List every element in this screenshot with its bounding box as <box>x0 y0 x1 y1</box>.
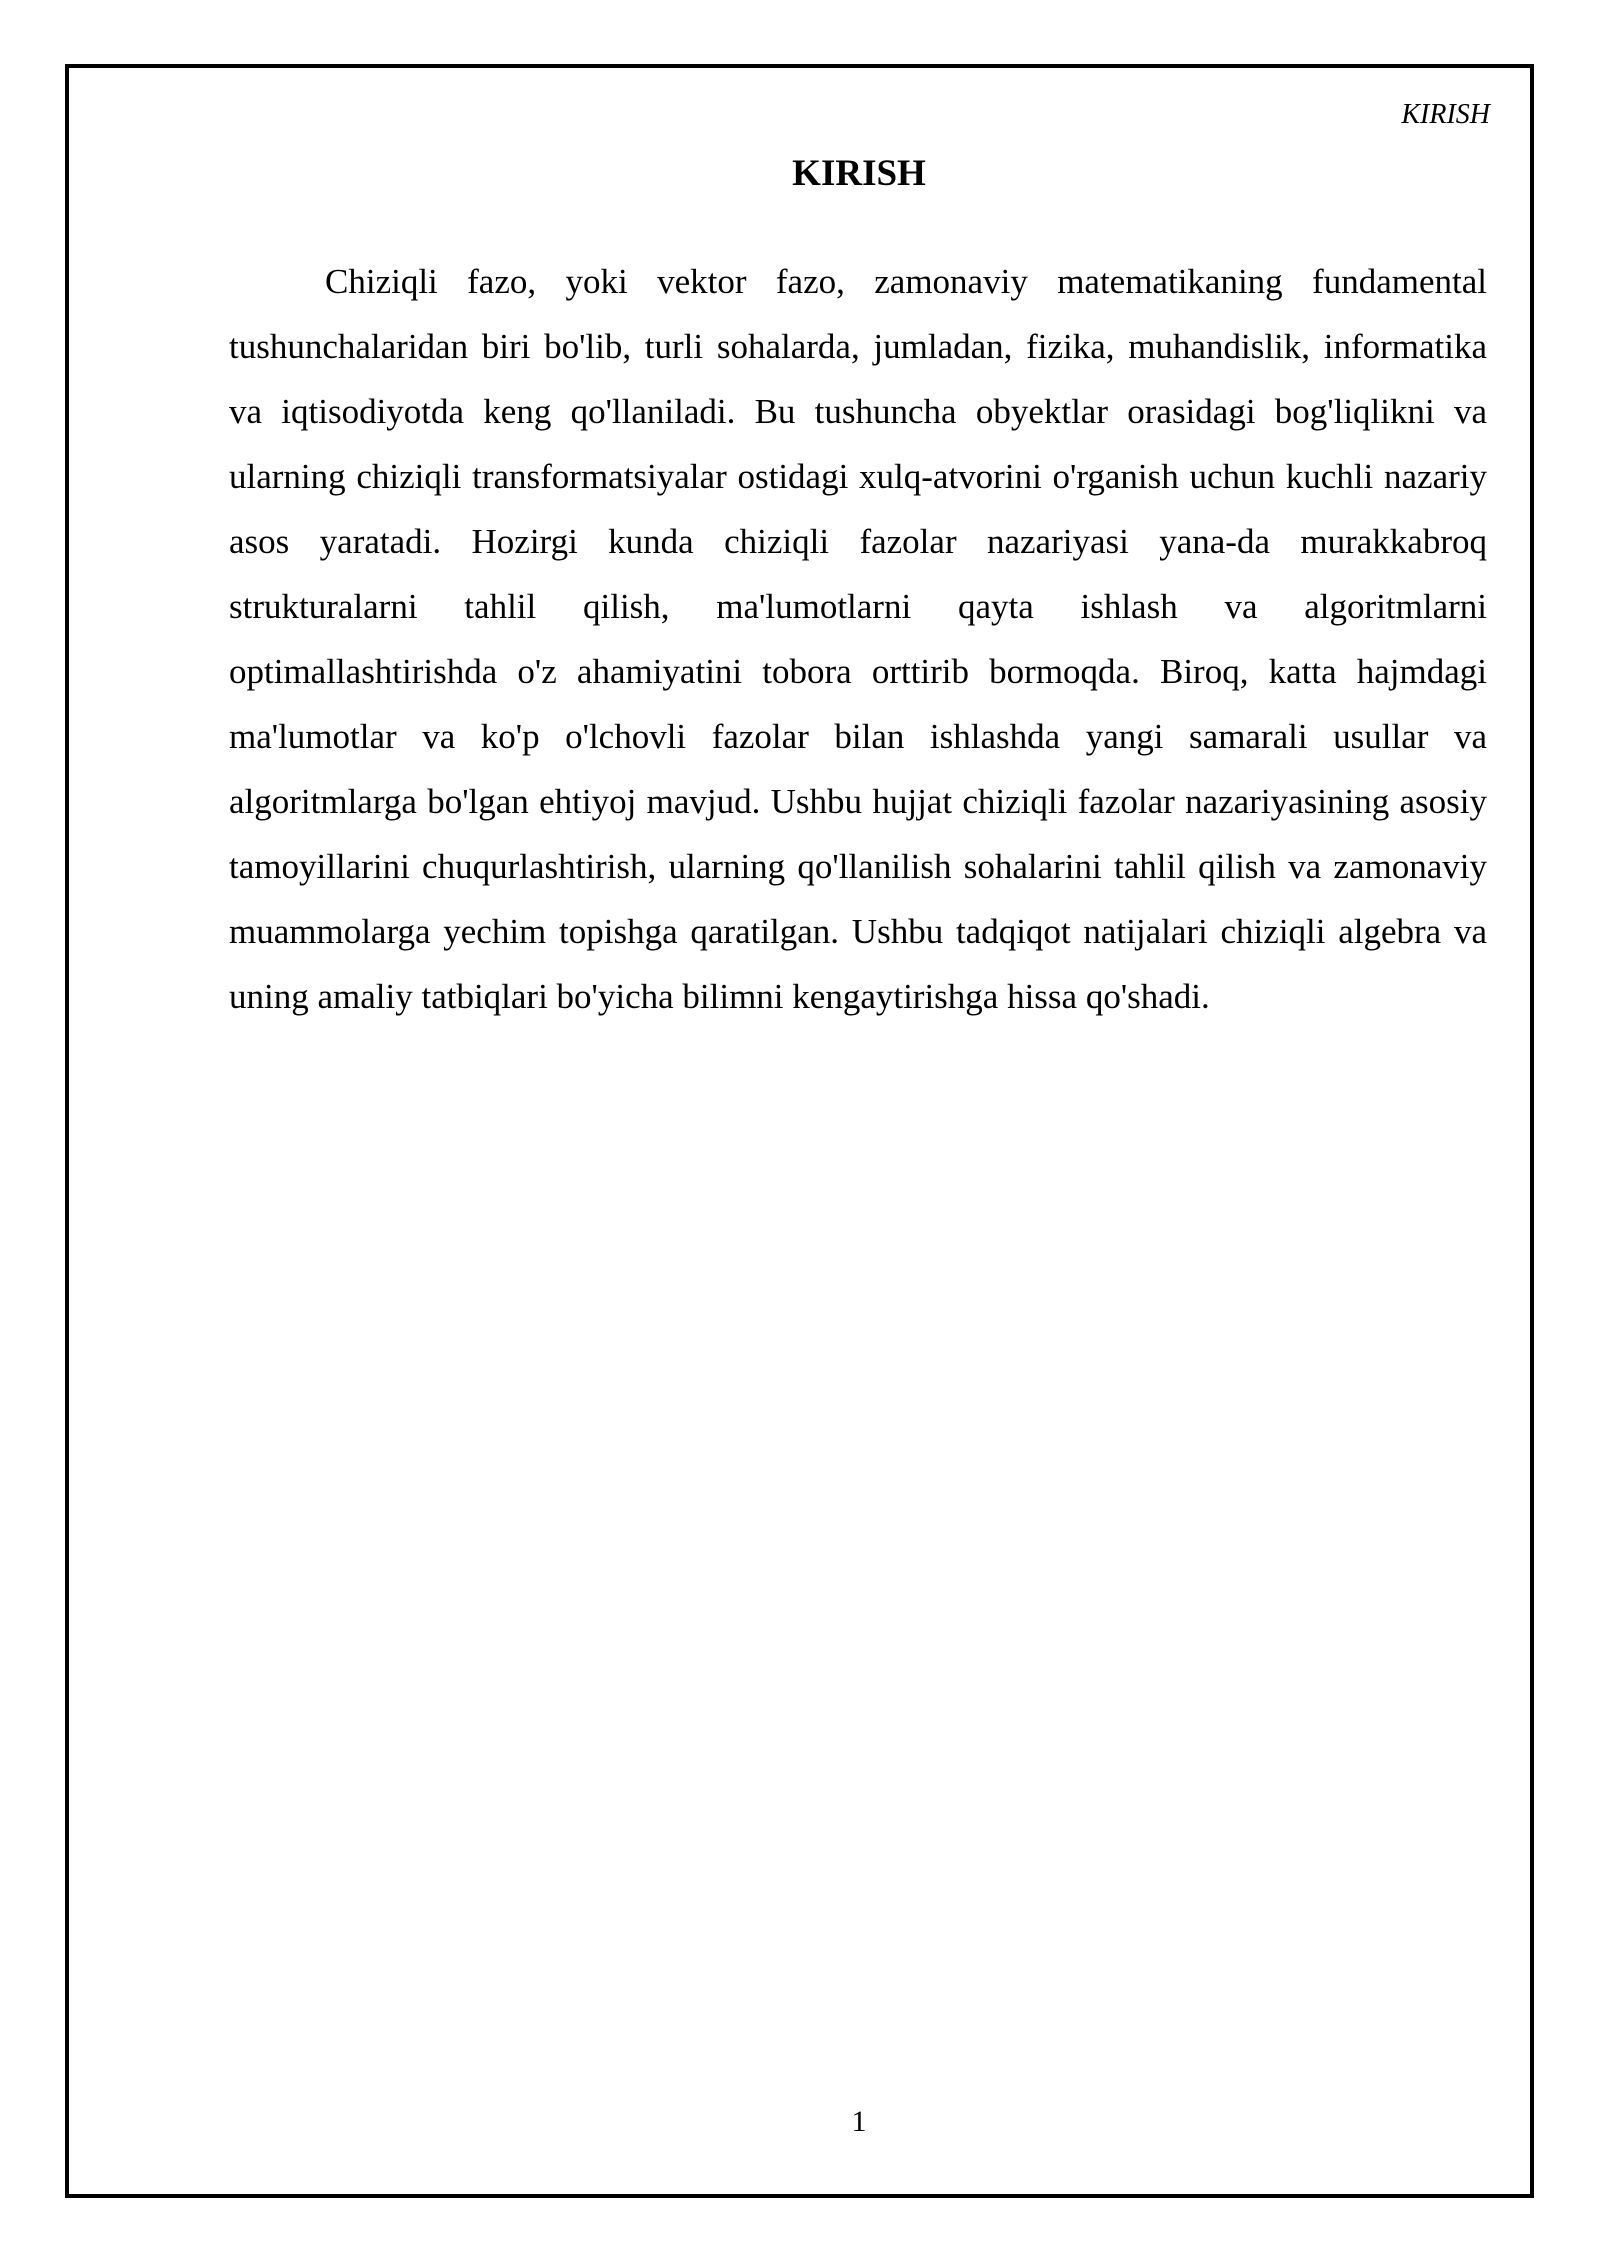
page-number: 1 <box>851 2105 867 2138</box>
body-paragraph: Chiziqli fazo, yoki vektor fazo, zamonaviy matematikaning fundamental tushunchalaridan biri bo'lib, turli sohalarda, jumladan, fizika, muhandislik, informatika va iqtisodiyotda keng qo'llaniladi. Bu tushuncha obyektlar orasidagi bog'liqlikni va ularning chiziqli transformatsiyalar ostidagi xulq-atvorini o'rganish uchun kuchli nazariy asos yaratadi. Hozirgi kunda chiziqli fazolar nazariyasi yana-da murakkabroq strukturalarni tahlil qilish, ma'lumotlarni qayta ishlash va algoritmlarni optimallashtirishda o'z ahamiyatini tobora orttirib bormoqda. Biroq, katta hajmdagi ma'lumotlar va ko'p o'lchovli fazolar bilan ishlashda yangi samarali usullar va algoritmlarga bo'lgan ehtiyoj mavjud. Ushbu hujjat chiziqli fazolar nazariyasining asosiy tamoyillarini chuqurlashtirish, ularning qo'llanilish sohalarini tahlil qilish va zamonaviy muammolarga yechim topishga qaratilgan. Ushbu tadqiqot natijalari chiziqli algebra va uning amaliy tatbiqlari bo'yicha bilimni kengaytirishga hissa qo'shadi. <box>229 262 1487 1016</box>
page-title: KIRISH <box>792 153 926 194</box>
running-header: KIRISH <box>1401 99 1490 130</box>
